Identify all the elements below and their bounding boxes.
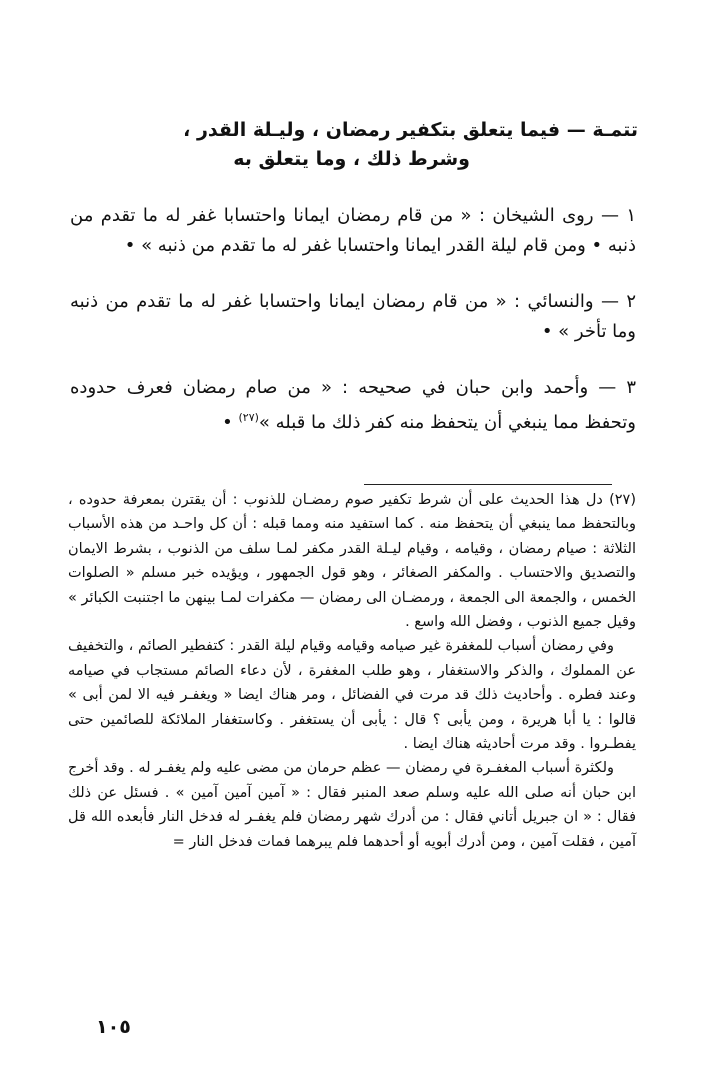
section-title <box>130 116 638 174</box>
footnotes <box>68 488 636 854</box>
footnote-paragraph-2: وفي رمضان أسباب للمغفرة غير صيامه وقيامه وقيام ليلة القدر : كتفطير الصائم ، والتخفيف عن المملوك ، والذكر والاستغفار ، وهو طلب المغفرة ، لأن دعاء الصائم مستجاب في صيامه وعند فطره . وأحاديث ذلك قد مرت في الفضائل ، ومر هناك ايضا « ويغفـر فيه الا لمن أبى » قالوا : يا أبا هريرة ، ومن يأبى ؟ قال : يأبى أن يستغفر . وكاستغفار الملائكة للصائمين حتى يفطـروا . وقد مرت أحاديثه هناك ايضا . <box>68 638 636 753</box>
hadith-1: ١ — روى الشيخان : « من قام رمضان ايمانا واحتسابا غفر له ما تقدم من ذنبه • ومن قام ليلة القدر ايمانا واحتسابا غفر له ما تقدم من ذنبه » • <box>70 205 636 256</box>
title-line-2: وشرط ذلك ، وما يتعلق به <box>233 148 470 170</box>
main-text <box>70 201 636 464</box>
footnote-paragraph-3: ولكثرة أسباب المغفـرة في رمضان — عظم حرمان من مضى عليه ولم يغفـر له . وقد أخرج ابن حبان أنه صلى الله عليه وسلم صعد المنبر فقال : « آمين آمين آمين » . فسئل عن ذلك فقال : « ان جبريل أتاني فقال : من أدرك شهر رمضان فلم يغفـر له فدخل النار فأبعده الله قل آمين ، فقلت آمين ، ومن أدرك أبويه أو أحدهما فلم يبرهما فمات فدخل النار = <box>68 760 636 850</box>
hadith-2: ٢ — والنسائي : « من قام رمضان ايمانا واحتسابا غفر له ما تقدم من ذنبه وما تأخر » • <box>70 291 636 342</box>
footnote-27: (٢٧) دل هذا الحديث على أن شرط تكفير صوم رمضـان للذنوب : أن يقترن بمعرفة حدوده ، وبالتحفظ مما ينبغي أن يتحفظ منه . كما استفيد منه ومما قبله : أن كل واحـد من هذه الأسباب الثلاثة : صيام رمضان ، وقيامه ، وقيام ليـلة القدر مكفر لمـا سلف من الذنوب ، بشرط الايمان والتصديق والاحتساب . والمكفر الصغائر ، وهو قول الجمهور ، ويؤيده خبر مسلم « الصلوات الخمس ، والجمعة الى الجمعة ، ورمضـان الى رمضان — مكفرات لمـا بينهن ما اجتنبت الكبائر » وقيل جميع الذنوب ، وفضل الله واسع . <box>68 492 636 631</box>
page-number: ١٠٥ <box>96 1016 131 1038</box>
title-line-1: تتمـة — فيما يتعلق بتكفير رمضان ، وليـلة القدر ، <box>183 119 638 141</box>
hadith-3: ٣ — وأحمد وابن حبان في صحيحه : « من صام رمضان فعرف حدوده وتحفظ مما ينبغي أن يتحفظ منه كفر ذلك ما قبله »$^{(٢٧)}$ • <box>70 377 636 433</box>
hadith-3-text: ٣ — وأحمد وابن حبان في صحيحه : « من صام رمضان فعرف حدوده وتحفظ مما ينبغي أن يتحفظ منه كفر ذلك ما قبله » <box>70 377 636 433</box>
footnote-divider <box>364 484 612 485</box>
footnote-reference: (٢٧) <box>238 411 259 424</box>
